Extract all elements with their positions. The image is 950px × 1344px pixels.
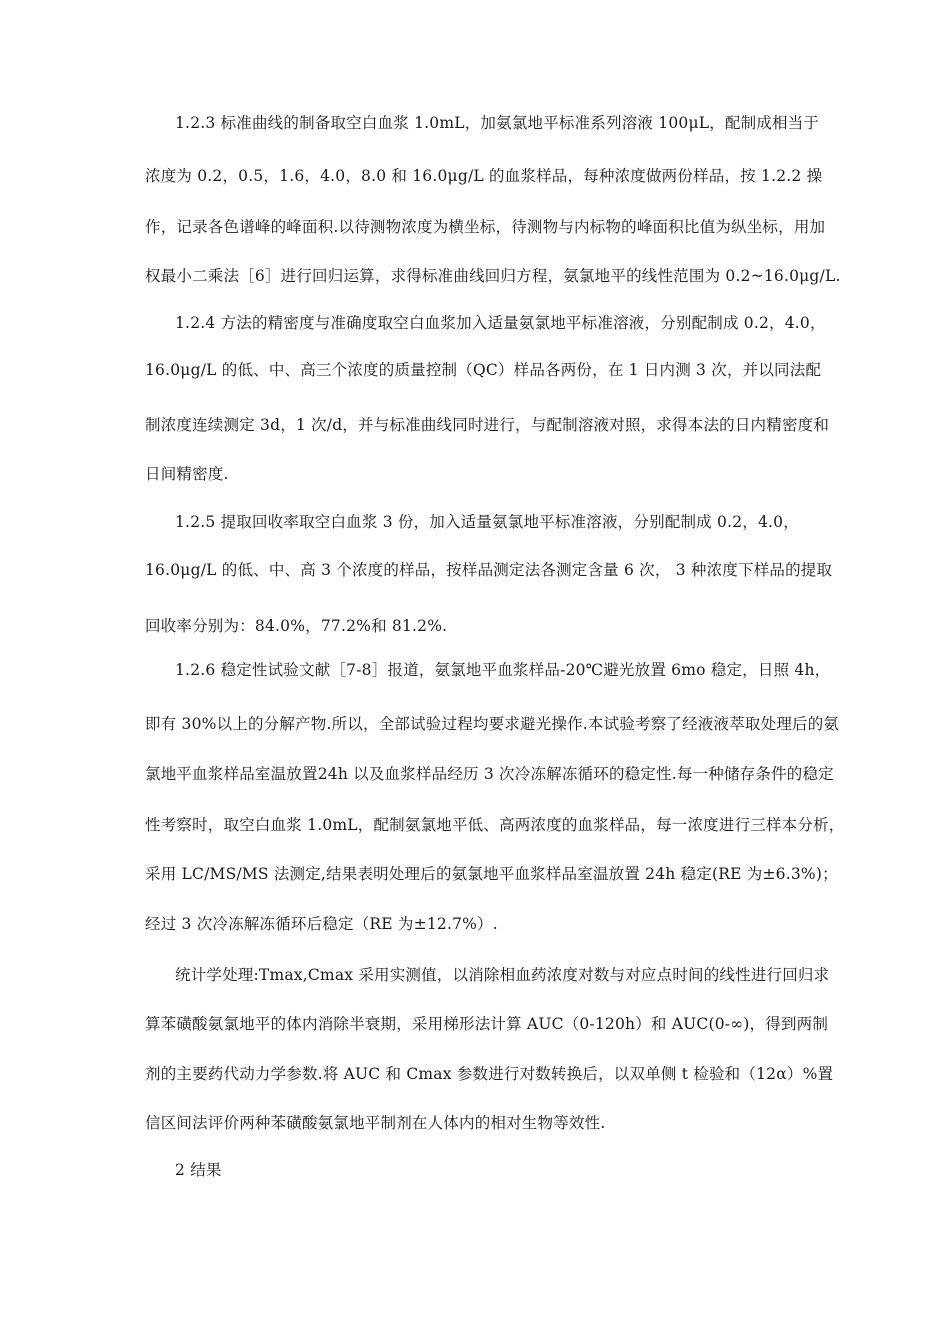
text-line: 采用 LC/MS/MS 法测定,结果表明处理后的氨氯地平血浆样品室温放置 24h 稳定(RE 为±6.3%)；	[145, 865, 838, 883]
text-line: 1.2.6 稳定性试验文献［7-8］报道，氨氯地平血浆样品-20℃避光放置 6mo 稳定，日照 4h，	[175, 661, 831, 679]
text-line: 16.0μg/L 的低、中、高 3 个浓度的样品，按样品测定法各测定含量 6 次， 3 种浓度下样品的提取	[145, 561, 833, 579]
text-line: 1.2.4 方法的精密度与准确度取空白血浆加入适量氨氯地平标准溶液，分别配制成 0.2，4.0，	[175, 314, 826, 332]
text-line: 信区间法评价两种苯磺酸氨氯地平制剂在人体内的相对生物等效性.	[145, 1114, 606, 1132]
text-line: 16.0μg/L 的低、中、高三个浓度的质量控制（QC）样品各两份，在 1 日内测 3 次，并以同法配	[145, 361, 822, 379]
text-line: 权最小二乘法［6］进行回归运算，求得标准曲线回归方程，氨氯地平的线性范围为 0.2~16.0μg/L.	[145, 267, 841, 285]
text-line: 氯地平血浆样品室温放置24h 以及血浆样品经历 3 次冷冻解冻循环的稳定性.每一种储存条件的稳定	[145, 765, 834, 783]
text-line: 浓度为 0.2，0.5，1.6，4.0，8.0 和 16.0μg/L 的血浆样品，每种浓度做两份样品，按 1.2.2 操	[145, 167, 823, 185]
text-line: 制浓度连续测定 3d，1 次/d，并与标准曲线同时进行，与配制溶液对照，求得本法的日内精密度和	[145, 416, 830, 434]
text-line: 性考察时，取空白血浆 1.0mL，配制氨氯地平低、高两浓度的血浆样品，每一浓度进行三样本分析，	[145, 816, 845, 834]
text-line: 算苯磺酸氨氯地平的体内消除半衰期，采用梯形法计算 AUC（0-120h）和 AUC(0-∞)，得到两制	[145, 1015, 829, 1033]
text-line: 剂的主要药代动力学参数.将 AUC 和 Cmax 参数进行对数转换后，以双单侧 t 检验和（12α）%置	[145, 1065, 834, 1083]
text-line: 统计学处理:Tmax,Cmax 采用实测值，以消除相血药浓度对数与对应点时间的线性进行回归求	[175, 966, 830, 984]
text-line: 1.2.5 提取回收率取空白血浆 3 份，加入适量氨氯地平标准溶液，分别配制成 0.2，4.0，	[175, 513, 799, 531]
text-line: 日间精密度.	[145, 465, 229, 483]
text-line: 作，记录各色谱峰的峰面积.以待测物浓度为横坐标，待测物与内标物的峰面积比值为纵坐标，用加	[145, 218, 826, 236]
section-heading: 2 结果	[175, 1161, 222, 1179]
text-line: 经过 3 次冷冻解冻循环后稳定（RE 为±12.7%）.	[145, 915, 498, 933]
text-line: 回收率分别为：84.0%，77.2%和 81.2%.	[145, 617, 448, 635]
text-line: 即有 30%以上的分解产物.所以，全部试验过程均要求避光操作.本试验考察了经液液萃取处理后的氨	[145, 715, 840, 733]
text-line: 1.2.3 标准曲线的制备取空白血浆 1.0mL，加氨氯地平标准系列溶液 100μL，配制成相当于	[175, 114, 820, 132]
